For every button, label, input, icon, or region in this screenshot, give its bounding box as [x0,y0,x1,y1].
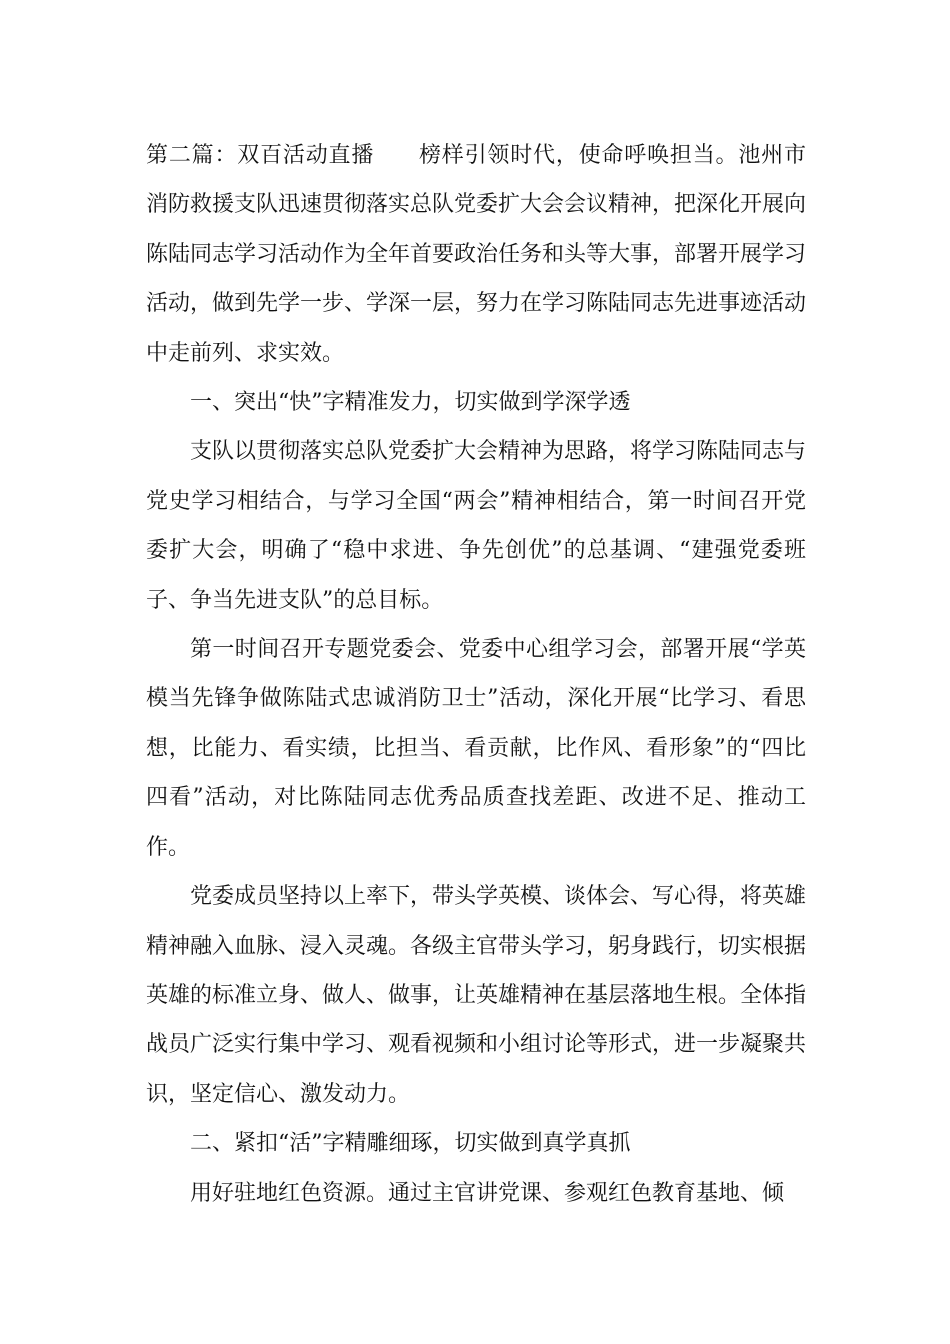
intro-text: 榜样引领时代，使命呼唤担当。池州市消防救援支队迅速贯彻落实总队党委扩大会会议精神，把深化开展向陈陆同志学习活动作为全年首要政治任务和头等大事，部署开展学习活动，做到先学一步、学深一层，努力在学习陈陆同志先进事迹活动中走前列、求实效。 [146,143,807,366]
heading-2: 二、紧扣“活”字精雕细琢，切实做到真学真抓 [190,1131,631,1157]
paragraph-4: 用好驻地红色资源。通过主官讲党课、参观红色教育基地、倾 [190,1180,785,1206]
paragraph-1: 支队以贯彻落实总队党委扩大会精神为思路，将学习陈陆同志与党史学习相结合，与学习全国“两会”精神相结合，第一时间召开党委扩大会，明确了“稳中求进、争先创优”的总基调、“建强党委班子、争当先进支队”的总目标。 [146,439,807,613]
paragraph-2: 第一时间召开专题党委会、党委中心组学习会，部署开展“学英模当先锋争做陈陆式忠诚消防卫士”活动，深化开展“比学习、看思想，比能力、看实绩，比担当、看贡献，比作风、看形象”的“四比四看”活动，对比陈陆同志优秀品质查找差距、改进不足、推动工作。 [146,637,806,860]
heading-1: 一、突出“快”字精准发力，切实做到学深学透 [190,390,631,416]
paragraph-3: 党委成员坚持以上率下，带头学英模、谈体会、写心得，将英雄精神融入血脉、浸入灵魂。各级主官带头学习，躬身践行，切实根据英雄的标准立身、做人、做事，让英雄精神在基层落地生根。全体指战员广泛实行集中学习、观看视频和小组讨论等形式，进一步凝聚共识，坚定信心、激发动力。 [146,884,807,1107]
section-title: 第二篇：双百活动直播 [146,143,375,168]
document-body [146,131,806,1218]
intro-paragraph [146,131,806,378]
